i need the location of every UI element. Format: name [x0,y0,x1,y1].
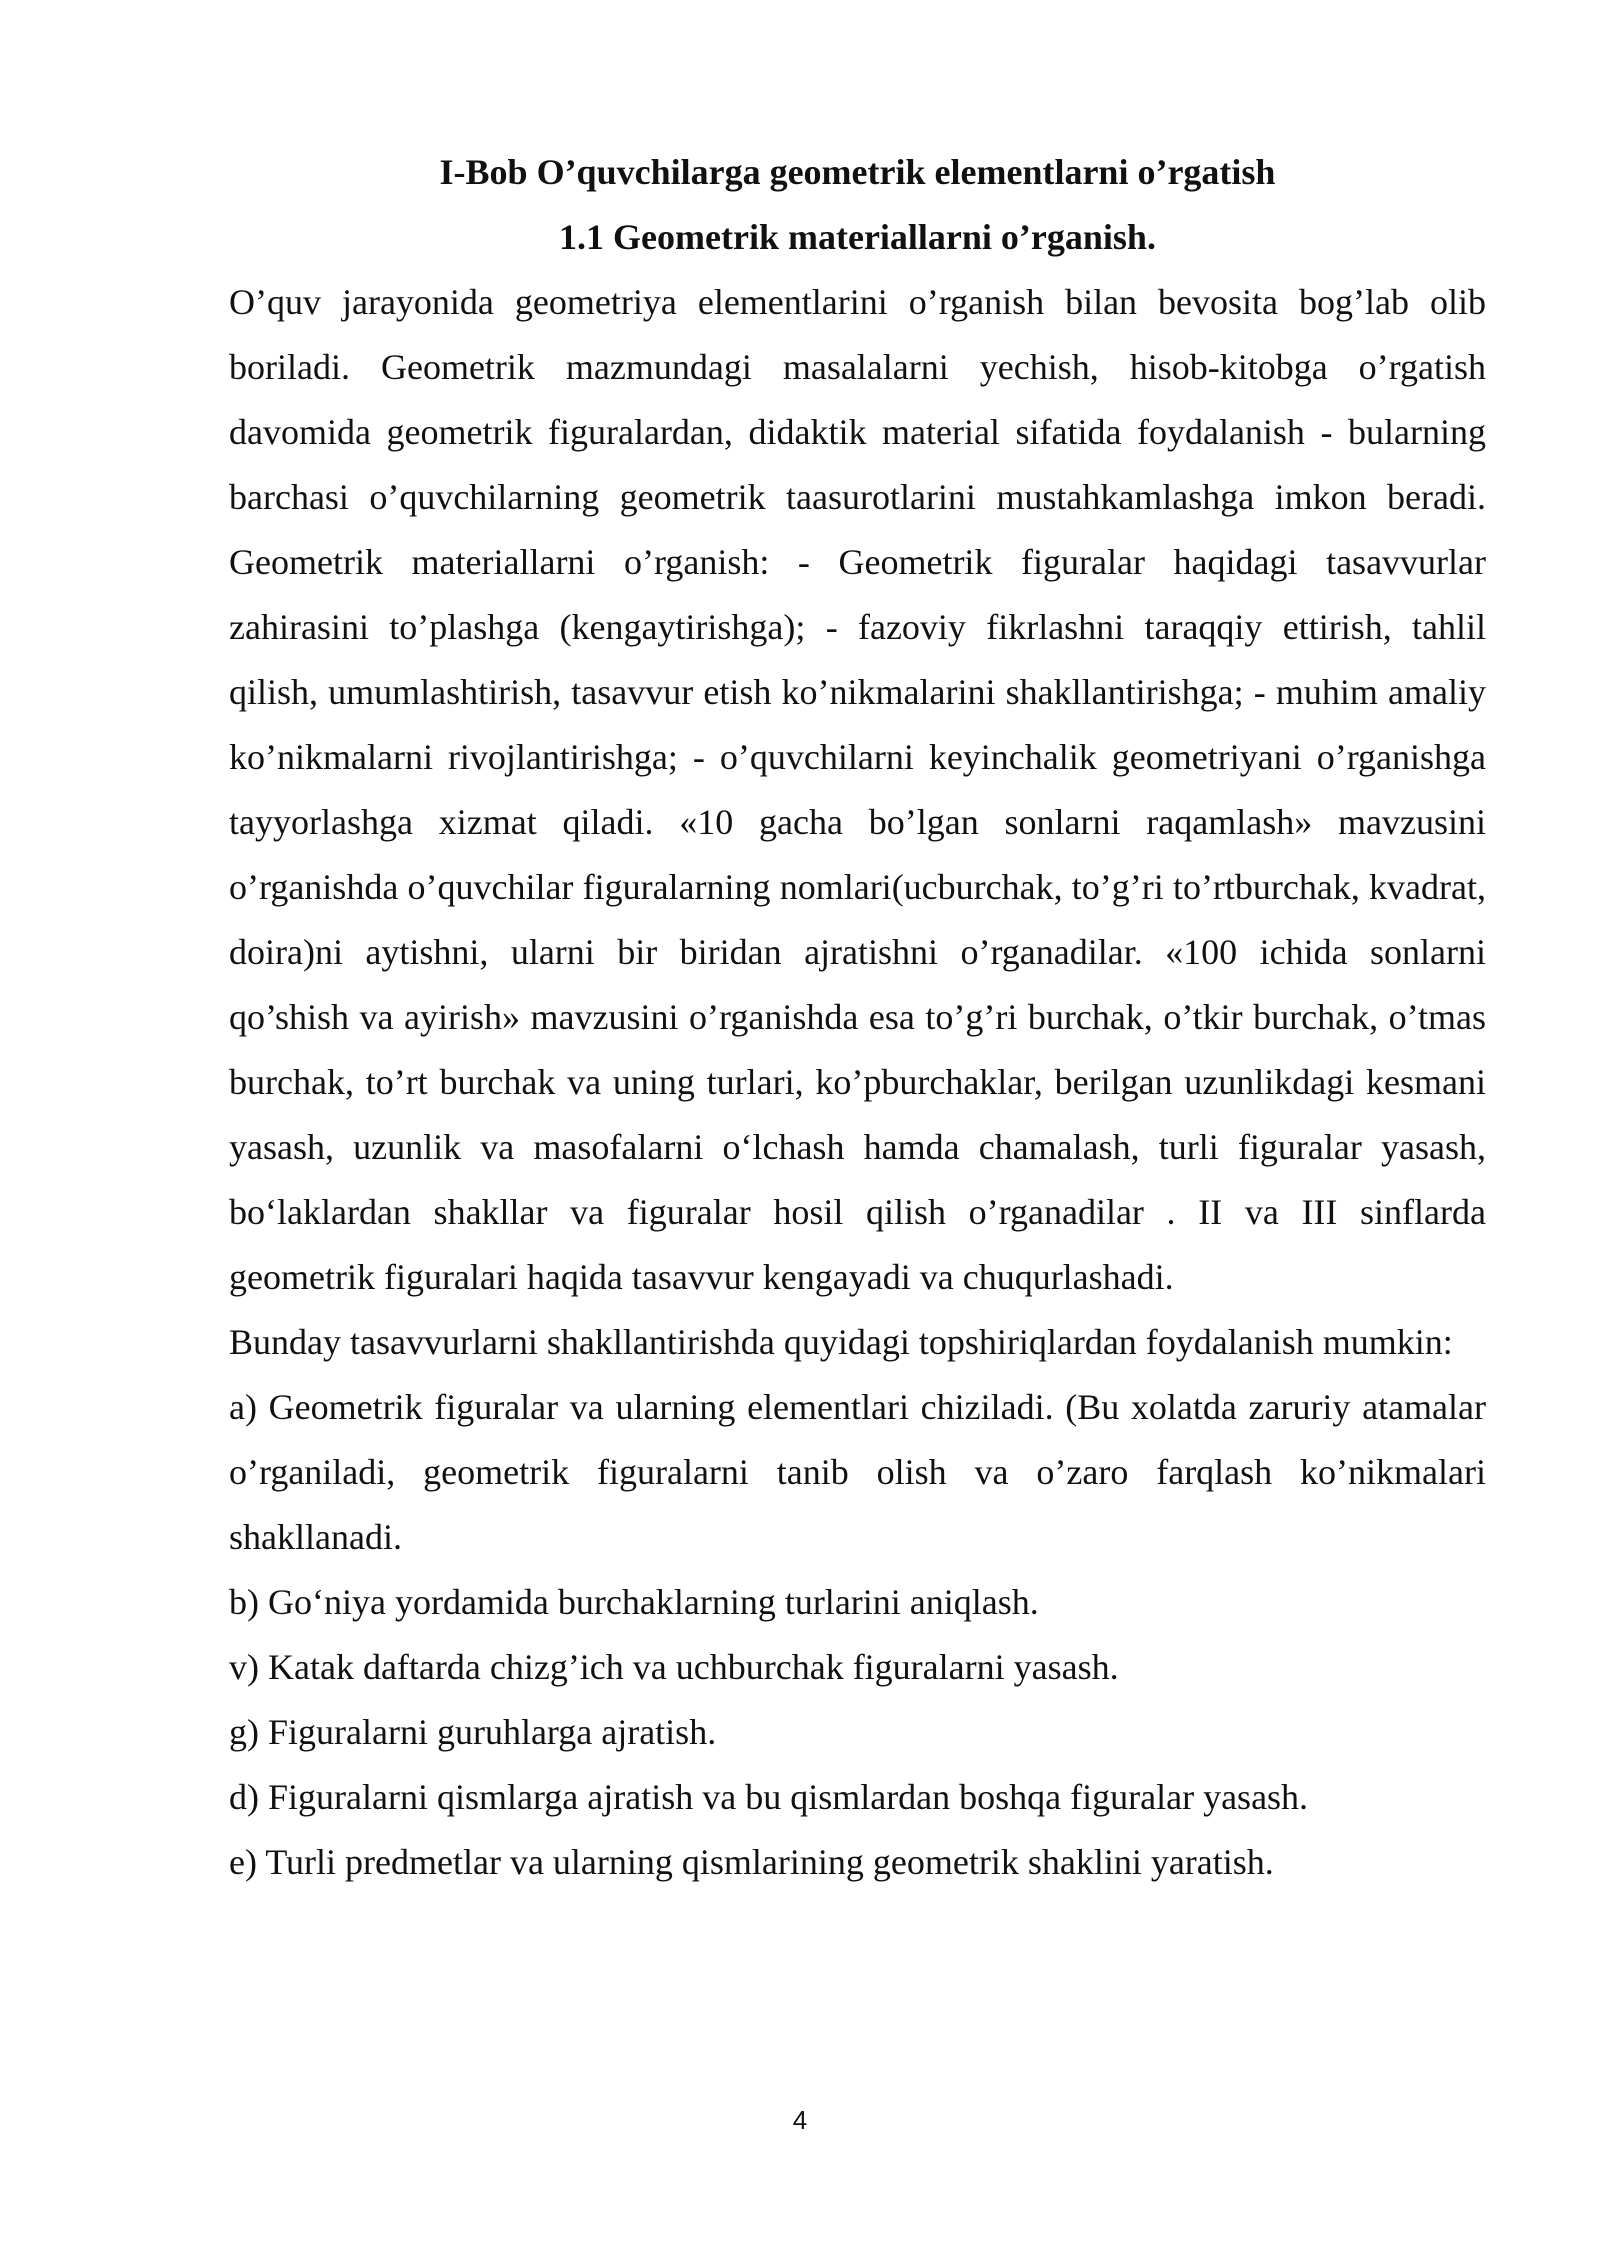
list-item-g: g) Figuralarni guruhlarga ajratish. [229,1712,717,1752]
body-paragraph-intro: O’quv jarayonida geometriya elementlarini o’rganish bilan bevosita bog’lab olib boriladi. Geometrik mazmundagi masalalarni yechish, hisob-kitobga o’rgatish davomida geometrik figuralardan, didaktik material sifatida foydalanish - bularning barchasi o’quvchilarning geometrik taasurotlarini mustahkamlashga imkon beradi. Geometrik materiallarni o’rganish: - Geometrik figuralar haqidagi tasavvurlar zahirasini to’plashga (kengaytirishga); - fazoviy fikrlashni taraqqiy ettirish, tahlil qilish, umumlashtirish, tasavvur etish ko’nikmalarini shakllantirishga; - muhim amaliy ko’nikmalarni rivojlantirishga; - o’quvchilarni keyinchalik geometriyani o’rganishga tayyorlashga xizmat qiladi. «10 gacha bo’lgan sonlarni raqamlash» mavzusini o’rganishda o’quvchilar figuralarning nomlari(ucburchak, to’g’ri to’rtburchak, kvadrat, doira)ni aytishni, ularni bir biridan ajratishni o’rganadilar. «100 ichida sonlarni qo’shish va ayirish» mavzusini o’rganishda esa to’g’ri burchak, o’tkir burchak, o’tmas burchak, to’rt burchak va uning turlari, ko’pburchaklar, berilgan uzunlikdagi kesmani yasash, uzunlik va masofalarni o‘lchash hamda chamalash, turli figuralar yasash, bo‘laklardan shakllar va figuralar hosil qilish o’rganadilar . II va III sinflarda geometrik figuralari haqida tasavvur kengayadi va chuqurlashadi. [229,282,1486,1297]
list-item-b: b) Go‘niya yordamida burchaklarning turlarini aniqlash. [229,1582,1039,1622]
list-item-d: d) Figuralarni qismlarga ajratish va bu qismlardan boshqa figuralar yasash. [229,1777,1309,1817]
section-title: 1.1 Geometrik materiallarni o’rganish. [559,217,1156,257]
list-item-e: e) Turli predmetlar va ularning qismlarining geometrik shaklini yaratish. [229,1842,1274,1882]
body-paragraph-tasks: Bunday tasavvurlarni shakllantirishda quyidagi topshiriqlardan foydalanish mumkin: [229,1322,1453,1362]
page-content [229,140,1486,1895]
list-item-a: a) Geometrik figuralar va ularning elementlari chiziladi. (Bu xolatda zaruriy atamalar o’rganiladi, geometrik figuralarni tanib olish va o’zaro farqlash ko’nikmalari shakllanadi. [229,1387,1486,1557]
list-item-v: v) Katak daftarda chizg’ich va uchburchak figuralarni yasash. [229,1647,1119,1687]
page-number: 4 [792,2105,808,2135]
chapter-title: I-Bob O’quvchilarga geometrik elementlarni o’rgatish [439,152,1276,192]
